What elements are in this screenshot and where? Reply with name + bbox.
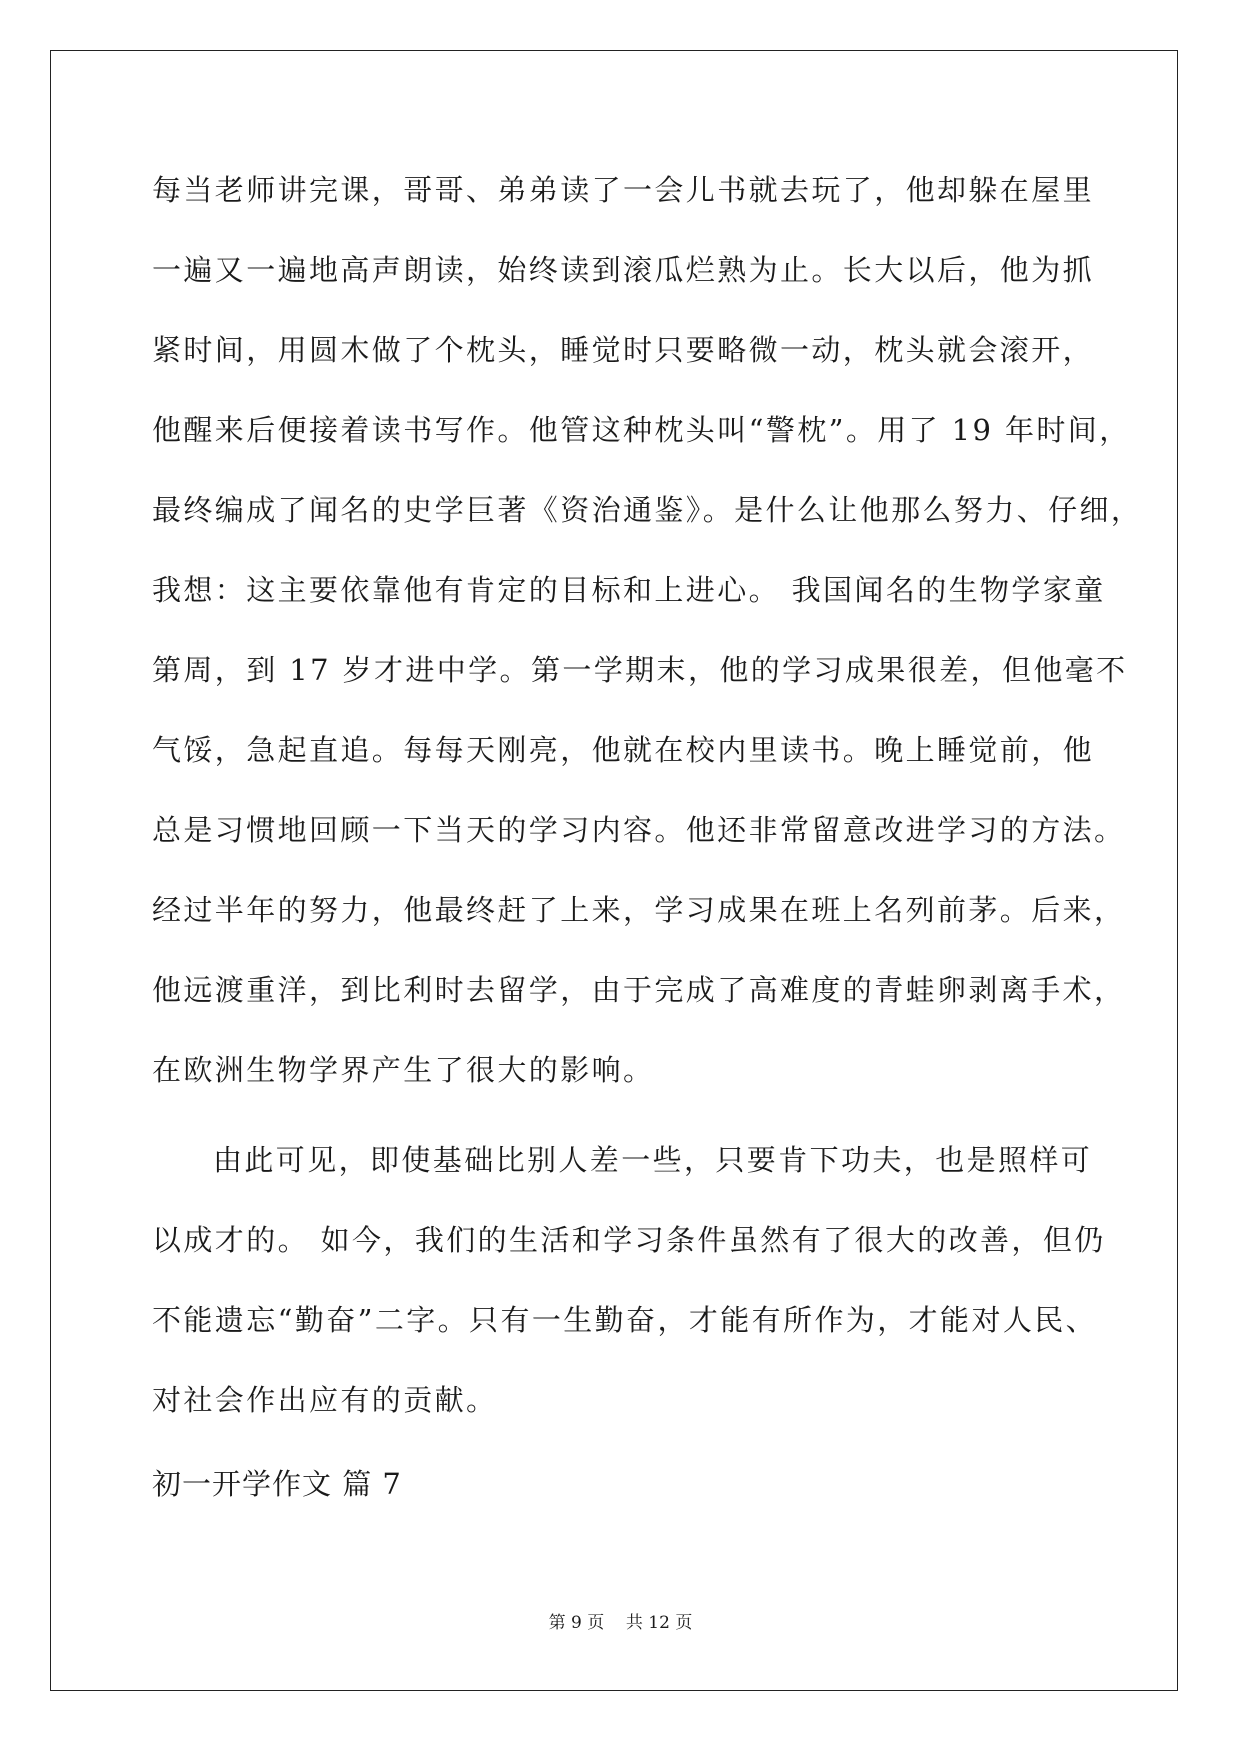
paragraph-first-line: 由此可见，即使基础比别人差一些，只要肯下功夫，也是照样可 xyxy=(213,1143,1093,1177)
body-line: 每当老师讲完课，哥哥、弟弟读了一会儿书就去玩了，他却躲在屋里 xyxy=(152,173,1095,207)
body-line: 他醒来后便接着读书写作。他管这种枕头叫“警枕”。用了 19 年时间， xyxy=(152,413,1131,447)
body-line: 一遍又一遍地高声朗读，始终读到滚瓜烂熟为止。长大以后，他为抓 xyxy=(152,253,1095,287)
body-line: 对社会作出应有的贡献。 xyxy=(152,1383,498,1417)
body-line: 紧时间，用圆木做了个枕头，睡觉时只要略微一动，枕头就会滚开， xyxy=(152,333,1095,367)
body-line: 他远渡重洋，到比利时去留学，由于完成了高难度的青蛙卵剥离手术， xyxy=(152,973,1126,1007)
section-heading: 初一开学作文 篇 7 xyxy=(152,1467,402,1501)
page-footer: 第 9 页 共 12 页 xyxy=(548,1613,693,1633)
body-line: 不能遗忘“勤奋”二字。只有一生勤奋，才能有所作为，才能对人民、 xyxy=(152,1303,1098,1337)
body-line: 以成才的。 如今，我们的生活和学习条件虽然有了很大的改善，但仍 xyxy=(152,1223,1106,1257)
body-line: 气馁，急起直追。每每天刚亮，他就在校内里读书。晚上睡觉前，他 xyxy=(152,733,1095,767)
body-line: 第周，到 17 岁才进中学。第一学期末，他的学习成果很差，但他毫不 xyxy=(152,653,1128,687)
body-line: 我想：这主要依靠他有肯定的目标和上进心。 我国闻名的生物学家童 xyxy=(152,573,1106,607)
body-line: 在欧洲生物学界产生了很大的影响。 xyxy=(152,1053,655,1087)
body-line: 总是习惯地回顾一下当天的学习内容。他还非常留意改进学习的方法。 xyxy=(152,813,1126,847)
body-line: 最终编成了闻名的史学巨著《资治通鉴》。是什么让他那么努力、仔细， xyxy=(152,493,1143,527)
page-border xyxy=(50,50,1178,1691)
body-line: 经过半年的努力，他最终赶了上来，学习成果在班上名列前茅。后来， xyxy=(152,893,1126,927)
